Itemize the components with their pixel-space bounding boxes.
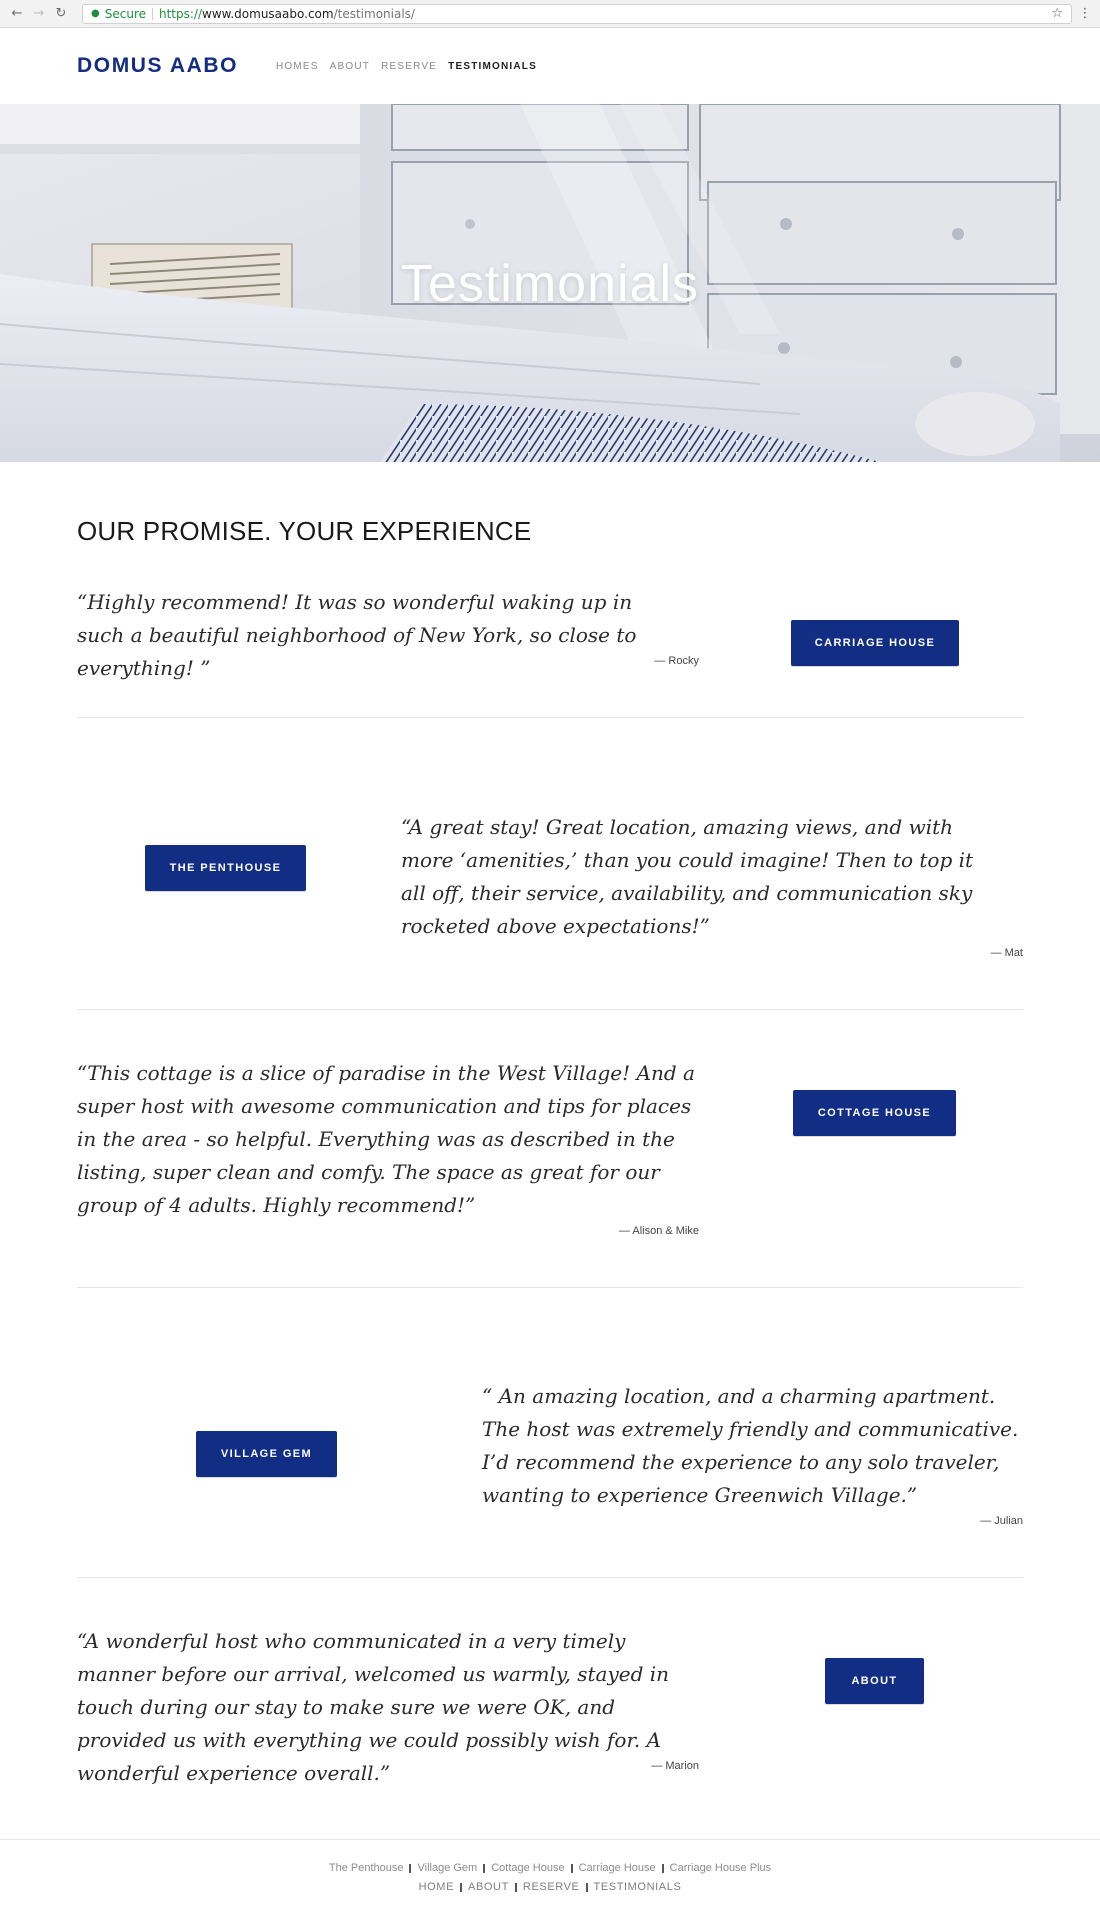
address-bar[interactable]: [82, 4, 1072, 24]
forward-icon[interactable]: →: [33, 6, 45, 21]
testimonial-author-marion: — Marion: [651, 1760, 699, 1772]
testimonial-quote-mat: “A great stay! Great location, amazing views, and with more ‘amenities,’ than you could imagine! Then to top it all off, their service, availability, and communication sky rocketed above expectations!”: [401, 815, 974, 938]
testimonial-author-julian: — Julian: [980, 1515, 1023, 1527]
reload-icon[interactable]: ↻: [55, 6, 67, 21]
footer-link-village-gem[interactable]: Village Gem: [417, 1862, 478, 1874]
nav-homes[interactable]: HOMES: [276, 61, 319, 72]
footer-separator: [409, 1864, 411, 1873]
footer-divider: [0, 1839, 1100, 1840]
main-nav: [276, 61, 537, 72]
footer-nav-links: [0, 1881, 1100, 1893]
footer-separator: [483, 1864, 485, 1873]
url-domain: www.domusaabo.com: [202, 6, 334, 21]
nav-about[interactable]: ABOUT: [329, 61, 371, 72]
bookmark-star-icon[interactable]: ☆: [1051, 6, 1063, 21]
footer-nav-testimonials[interactable]: TESTIMONIALS: [593, 1881, 682, 1893]
footer-nav-home[interactable]: HOME: [418, 1881, 455, 1893]
url-path: /testimonials/: [333, 6, 415, 21]
testimonial-divider: [77, 1287, 1023, 1288]
testimonial-author-alison-mike: — Alison & Mike: [618, 1225, 699, 1237]
testimonial-quote-alison-mike: “This cottage is a slice of paradise in the West Village! And a super host with awesome communication and tips for places in the area - so helpful. Everything was as described in the listing, super clean and comfy. The space as great for our group of 4 adults. Highly recommend!”: [77, 1061, 695, 1217]
testimonial-quote-marion: “A wonderful host who communicated in a very timely manner before our arrival, welcomed us warmly, stayed in touch during our stay to make sure we were OK, and provided us with everything we could possibly wish for. A wonderful experience overall.”: [77, 1629, 670, 1785]
nav-testimonials[interactable]: TESTIMONIALS: [448, 61, 537, 72]
secure-label: Secure: [104, 6, 146, 21]
testimonial-divider: [77, 1009, 1023, 1010]
footer-link-the-penthouse[interactable]: The Penthouse: [328, 1862, 404, 1874]
testimonial-divider: [77, 717, 1023, 718]
url-protocol: https://: [159, 6, 203, 21]
about-button[interactable]: ABOUT: [825, 1658, 924, 1704]
hero-title: Testimonials: [400, 255, 700, 313]
village-gem-button[interactable]: VILLAGE GEM: [196, 1431, 337, 1477]
footer-homes-links: [0, 1862, 1100, 1874]
cottage-house-button[interactable]: COTTAGE HOUSE: [793, 1090, 956, 1136]
footer-nav-about[interactable]: ABOUT: [468, 1881, 509, 1893]
footer-link-cottage-house[interactable]: Cottage House: [491, 1862, 565, 1874]
testimonial-quote-julian: “ An amazing location, and a charming apartment. The host was extremely friendly and communicative. I’d recommend the experience to any solo traveler, wanting to experience Greenwich Village.”: [482, 1384, 1019, 1507]
back-icon[interactable]: ←: [11, 6, 23, 21]
lock-icon: ●: [91, 8, 100, 19]
browser-toolbar: [0, 0, 1100, 28]
testimonial-author-mat: — Mat: [990, 947, 1023, 959]
footer-link-carriage-house-plus[interactable]: Carriage House Plus: [669, 1862, 772, 1874]
footer-separator: [586, 1883, 588, 1892]
testimonial-divider: [77, 1577, 1023, 1578]
browser-menu-icon[interactable]: ⋮: [1078, 6, 1092, 21]
section-title: OUR PROMISE. YOUR EXPERIENCE: [77, 516, 532, 546]
footer-link-carriage-house[interactable]: Carriage House: [578, 1862, 656, 1874]
footer-separator: [662, 1864, 664, 1873]
url-separator: [152, 8, 153, 20]
hero-banner: [0, 104, 1100, 462]
carriage-house-button[interactable]: CARRIAGE HOUSE: [791, 620, 959, 666]
footer-separator: [515, 1883, 517, 1892]
footer-separator: [460, 1883, 462, 1892]
site-header: [0, 29, 1100, 104]
nav-reserve[interactable]: RESERVE: [381, 61, 438, 72]
the-penthouse-button[interactable]: THE PENTHOUSE: [145, 845, 306, 891]
site-logo[interactable]: DOMUS AABO: [77, 54, 239, 77]
footer-nav-reserve[interactable]: RESERVE: [522, 1881, 580, 1893]
testimonial-author-rocky: — Rocky: [654, 655, 699, 667]
footer-separator: [571, 1864, 573, 1873]
testimonial-quote-rocky: “Highly recommend! It was so wonderful waking up in such a beautiful neighborhood of New York, so close to everything! ”: [77, 590, 637, 680]
